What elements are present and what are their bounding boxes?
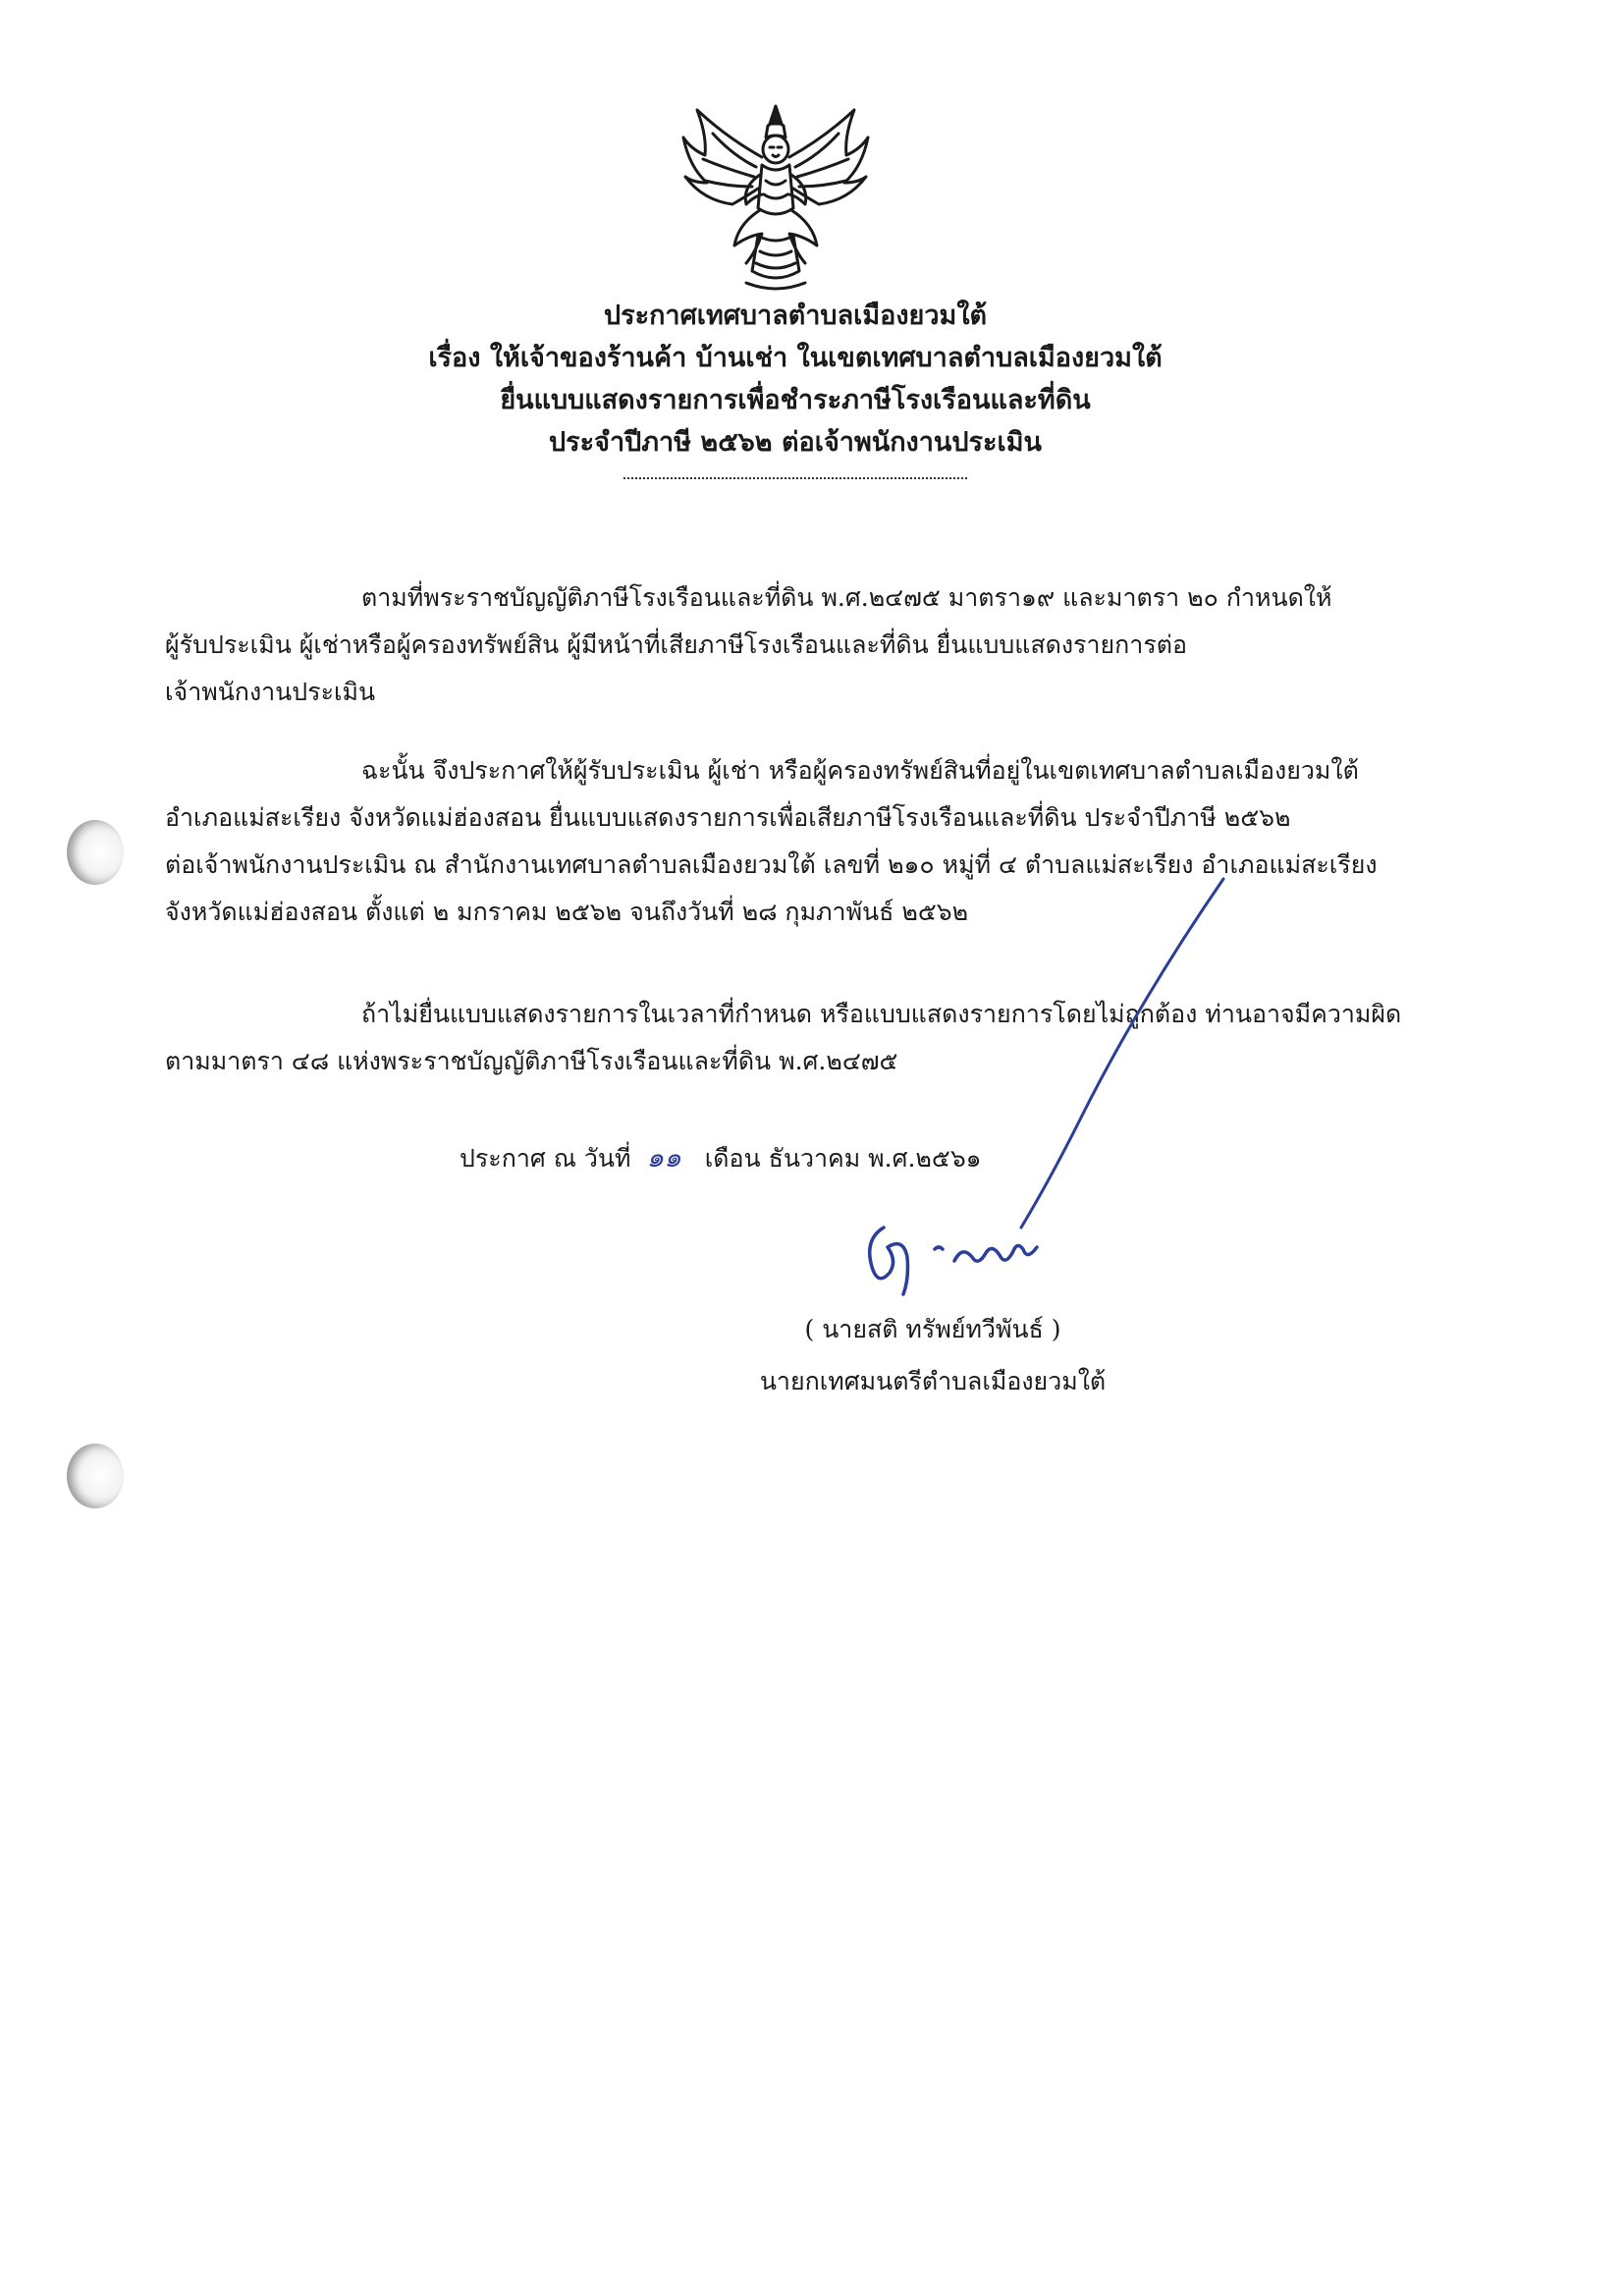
paragraph-1-line-3: เจ้าพนักงานประเมิน — [165, 678, 376, 706]
heading-line-2: เรื่อง ให้เจ้าของร้านค้า บ้านเช่า ในเขตเทศบาลตำบลเมืองยวมใต้ — [428, 343, 1163, 373]
announcement-date — [460, 1134, 982, 1182]
paragraph-2-line-3: ต่อเจ้าพนักงานประเมิน ณ สำนักงานเทศบาลตำบลเมืองยวมใต้ เลขที่ ๒๑๐ หมู่ที่ ๔ ตำบลแม่สะเรียง อำเภอแม่สะเรียง — [165, 850, 1378, 879]
date-prefix: ประกาศ ณ วันที่ — [460, 1144, 631, 1173]
heading-line-4: ประจำปีภาษี ๒๕๖๒ ต่อเจ้าพนักงานประเมิน — [549, 427, 1042, 458]
signatory-position: นายกเทศมนตรีตำบลเมืองยวมใต้ — [759, 1367, 1107, 1395]
heading-line-1: ประกาศเทศบาลตำบลเมืองยวมใต้ — [603, 301, 988, 331]
paragraph-2-line-4: จังหวัดแม่ฮ่องสอน ตั้งแต่ ๒ มกราคม ๒๕๖๒ จนถึงวันที่ ๒๘ กุมภาพันธ์ ๒๕๖๒ — [165, 898, 969, 926]
paragraph-2 — [165, 747, 1500, 936]
date-day-handwritten: ๑๑ — [646, 1141, 681, 1174]
announcement-heading — [324, 295, 1267, 479]
heading-line-3: ยื่นแบบแสดงรายการเพื่อชำระภาษีโรงเรือนและที่ดิน — [500, 385, 1091, 415]
paragraph-1-line-1: ตามที่พระราชบัญญัติภาษีโรงเรือนและที่ดิน พ.ศ.๒๔๗๕ มาตรา๑๙ และมาตรา ๒๐ กำหนดให้ — [361, 583, 1332, 612]
dotted-divider — [623, 475, 967, 479]
date-month-year: เดือน ธันวาคม พ.ศ.๒๕๖๑ — [704, 1144, 982, 1173]
garuda-emblem-icon — [677, 98, 874, 300]
punch-hole-icon — [67, 1444, 124, 1508]
paragraph-3-line-2: ตามมาตรา ๔๘ แห่งพระราชบัญญัติภาษีโรงเรือนและที่ดิน พ.ศ.๒๔๗๕ — [165, 1047, 898, 1075]
punch-hole-icon — [67, 820, 124, 885]
paragraph-3-line-1: ถ้าไม่ยื่นแบบแสดงรายการในเวลาที่กำหนด หรือแบบแสดงรายการโดยไม่ถูกต้อง ท่านอาจมีความผิด — [361, 1000, 1402, 1028]
paragraph-2-line-2: อำเภอแม่สะเรียง จังหวัดแม่ฮ่องสอน ยื่นแบบแสดงรายการเพื่อเสียภาษีโรงเรือนและที่ดิน ประจำปีภาษี ๒๕๖๒ — [165, 803, 1291, 832]
paragraph-2-line-1: ฉะนั้น จึงประกาศให้ผู้รับประเมิน ผู้เช่า หรือผู้ครองทรัพย์สินที่อยู่ในเขตเทศบาลตำบลเมืองยวมใต้ — [361, 756, 1359, 785]
paragraph-1-line-2: ผู้รับประเมิน ผู้เช่าหรือผู้ครองทรัพย์สิน ผู้มีหน้าที่เสียภาษีโรงเรือนและที่ดิน ยื่นแบบแสดงรายการต่อ — [165, 630, 1187, 659]
signatory-name: ( นายสติ ทรัพย์ทวีพันธ์ ) — [804, 1315, 1061, 1343]
paragraph-3 — [165, 991, 1500, 1085]
paragraph-1 — [165, 574, 1500, 716]
handwritten-signature-icon — [844, 1188, 1070, 1306]
